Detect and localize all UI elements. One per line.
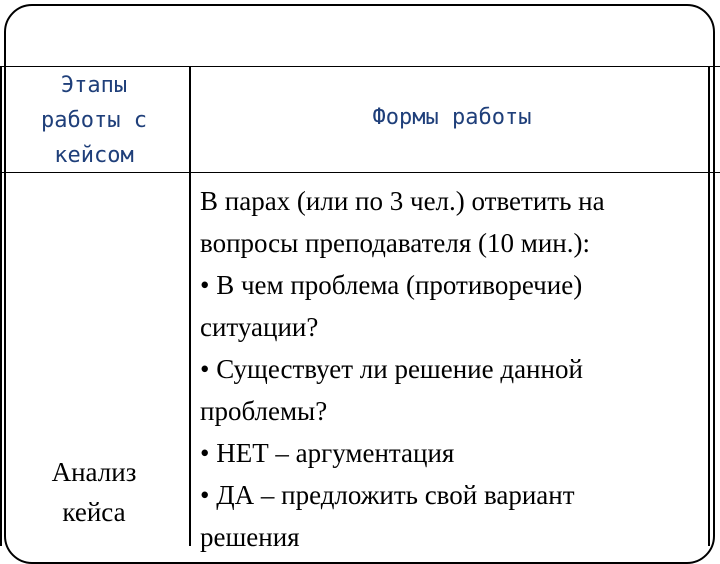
header-stages-line: Этапы	[60, 73, 128, 98]
right-border	[708, 66, 710, 546]
forms-line: • Существует ли решение данной	[200, 354, 583, 384]
forms-cell	[200, 180, 705, 558]
stage-line: кейса	[62, 497, 126, 527]
left-border	[0, 66, 2, 546]
forms-line: В парах (или по 3 чел.) ответить на	[200, 186, 605, 216]
header-stages-line: работы с	[41, 108, 147, 133]
stage-line: Анализ	[51, 457, 137, 487]
forms-line: ситуации?	[200, 312, 319, 342]
header-stages-line: кейсом	[54, 143, 134, 168]
stage-cell	[24, 452, 164, 532]
forms-line: • ДА – предложить свой вариант	[200, 480, 575, 510]
header-forms: Формы работы	[372, 105, 532, 130]
forms-line: • В чем проблема (противоречие)	[200, 270, 583, 300]
forms-line: • НЕТ – аргументация	[200, 438, 455, 468]
forms-line: решения	[200, 522, 300, 552]
header-stages	[24, 68, 164, 173]
column-divider	[189, 66, 191, 546]
forms-line: проблемы?	[200, 396, 328, 426]
table-top-border	[0, 66, 720, 67]
forms-line: вопросы преподавателя (10 мин.):	[200, 228, 590, 258]
